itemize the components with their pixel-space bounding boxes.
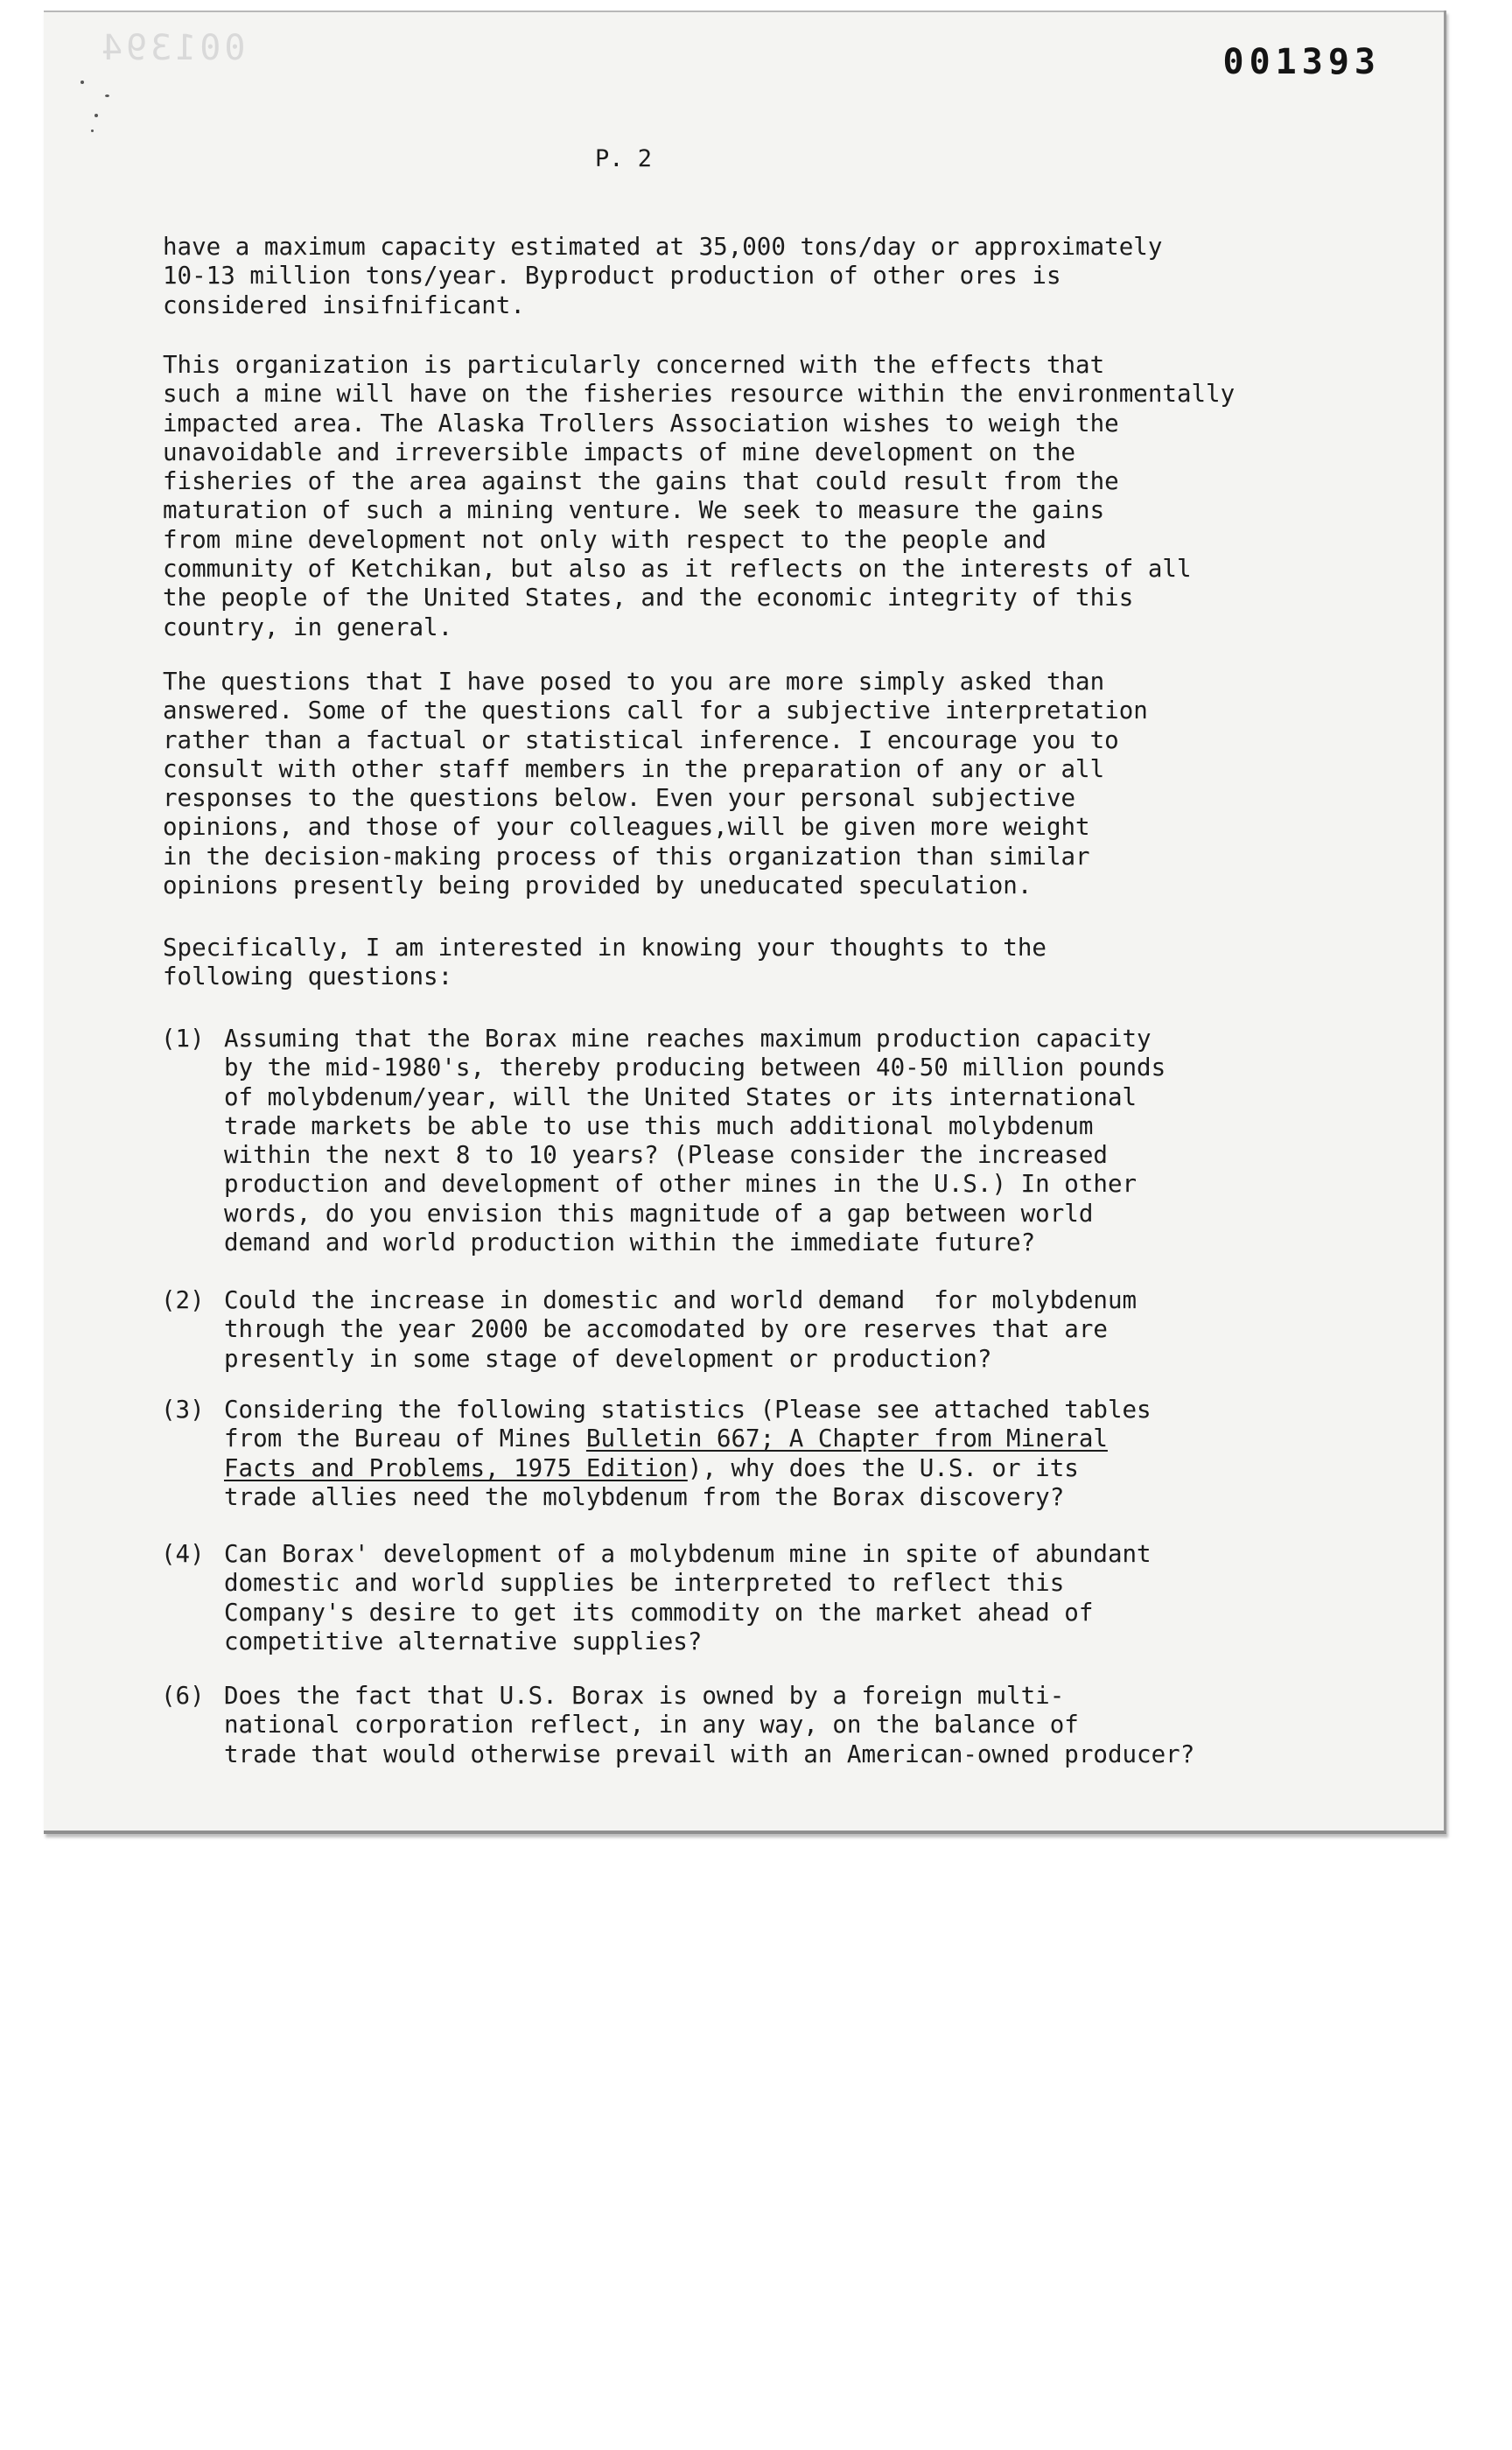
question-number: (1): [161, 1025, 205, 1053]
paragraph-questions-intro: The questions that I have posed to you are more simply asked than answered. Some of the questions call for a subjective interpretation rather than a factual or statistical inference. I encourage you to consult with other staff members in the preparation of any or all responses to the questions below. Even your personal subjective opinions, and those of your colleagues,will be given more weight in the decision-making process of this organization than similar opinions presently being provided by uneducated speculation.: [163, 668, 1148, 900]
question-number: (3): [161, 1396, 205, 1424]
page-marker: P. 2: [595, 145, 653, 172]
paragraph-capacity: have a maximum capacity estimated at 35,000 tons/day or approximately 10-13 million tons/year. Byproduct production of other ores is considered insifnificant.: [163, 233, 1163, 319]
document-number: 001393: [1222, 42, 1381, 82]
scan-speck: [94, 114, 98, 117]
question-text-after: ), why does the U.S. or its trade allies need the molybdenum from the Borax discovery?: [224, 1453, 1079, 1511]
question-number: (6): [161, 1682, 205, 1710]
bleed-through-number: 001394: [98, 28, 246, 68]
question-number: (2): [161, 1286, 205, 1314]
question-text: Does the fact that U.S. Borax is owned by a foreign multi- national corporation reflect, in any way, on the balance of trade that would otherwise prevail with an American-owned producer?: [224, 1682, 1195, 1768]
scan-speck: [80, 80, 84, 84]
bulletin-citation: Bulletin 667; A Chapter from Mineral: [585, 1424, 1108, 1453]
scanned-page: [44, 10, 1446, 1834]
scan-speck: [91, 130, 94, 132]
paragraph-concern: This organization is particularly concerned with the effects that such a mine will have on the fisheries resource within the environmentally impacted area. The Alaska Trollers Association wishes to weigh the unavoidable and irreversible impacts of mine development on the fisheries of the area against the gains that could result from the maturation of such a mining venture. We seek to measure the gains from mine development not only with respect to the people and community of Ketchikan, but also as it reflects on the interests of all the people of the United States, and the economic integrity of this country, in general.: [163, 351, 1236, 641]
question-text: [224, 1396, 1152, 1512]
question-number: (4): [161, 1540, 205, 1568]
page-edge-line: [44, 10, 1444, 12]
question-text: Assuming that the Borax mine reaches maximum production capacity by the mid-1980's, thereby producing between 40-50 million pounds of molybdenum/year, will the United States or its international trade markets be able to use this much additional molybdenum within the next 8 to 10 years? (Please consider the increased production and development of other mines in the U.S.) In other words, do you envision this magnitude of a gap between world demand and world production within the immediate future?: [224, 1025, 1166, 1257]
question-text-before: Considering the following statistics (Please see attached tables from the Bureau of Mines: [224, 1396, 1152, 1453]
scan-speck: [105, 94, 109, 97]
question-text: Can Borax' development of a molybdenum mine in spite of abundant domestic and world supplies be interpreted to reflect this Company's desire to get its commodity on the market ahead of competitive alternative supplies?: [224, 1540, 1152, 1656]
paragraph-specifically: Specifically, I am interested in knowing your thoughts to the following questions:: [163, 934, 1046, 991]
question-text: Could the increase in domestic and world demand for molybdenum through the year 2000 be accomodated by ore reserves that are presently in some stage of development or production?: [224, 1286, 1138, 1373]
bulletin-citation-continued: Facts and Problems, 1975 Edition: [224, 1453, 688, 1482]
